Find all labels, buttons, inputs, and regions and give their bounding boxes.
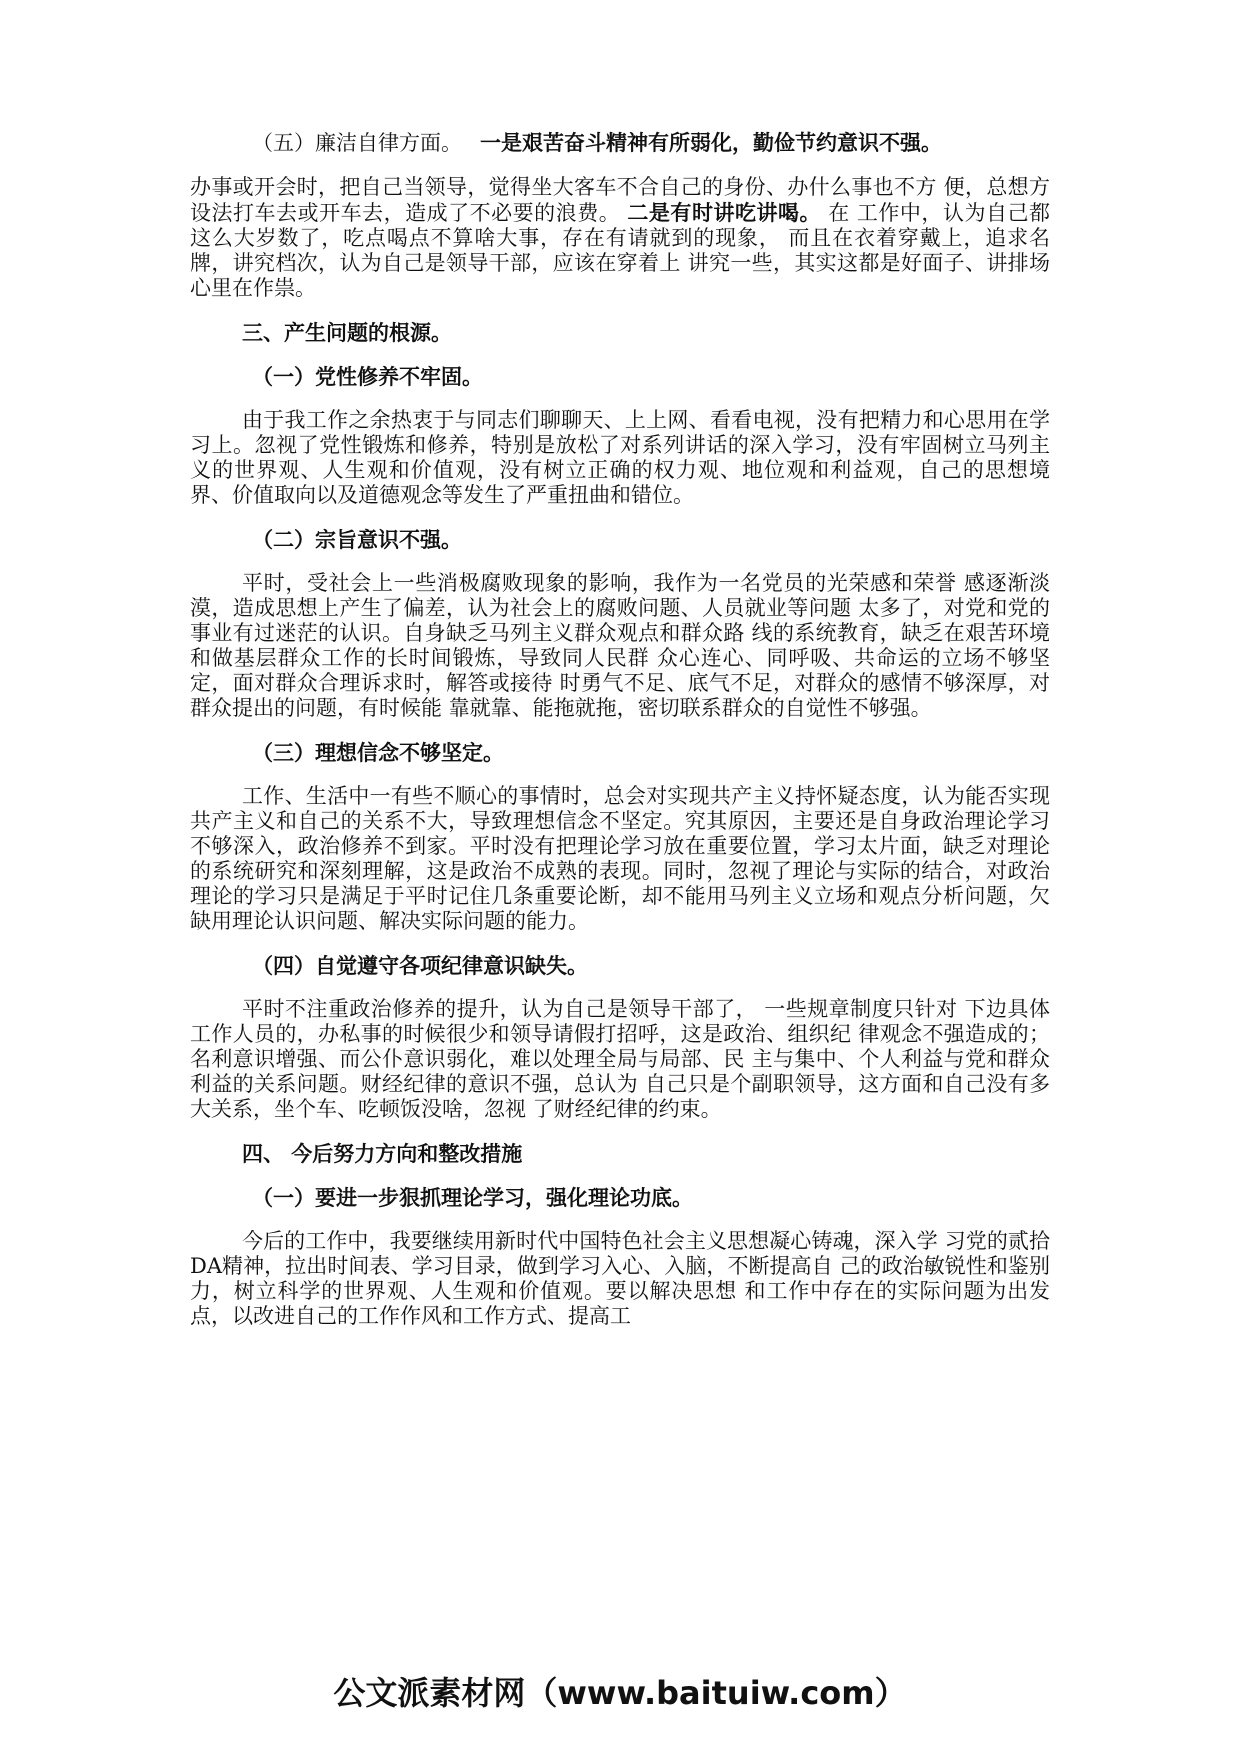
section5-point1: 一是艰苦奋斗精神有所弱化，勤俭节约意识不强。 (480, 130, 942, 155)
section3-item2-text: 平时，受社会上一些消极腐败现象的影响，我作为一名党员的光荣感和荣誉 感逐渐淡漠，造成思想上产生了偏差，认为社会上的腐败问题、人员就业等问题 太多了，对党和党的事业有过迷茫的认识。自身缺乏马列主义群众观点和群众路 线的系统教育，缺乏在艰苦环境和做基层群众工作的长时间锻炼，导致同人民群 众心连心、同呼吸、共命运的立场不够坚定，面对群众合理诉求时，解答或接待 时勇气不足、底气不足，对群众的感情不够深厚，对群众提出的问题，有时候能 靠就靠、能拖就拖，密切联系群众的自觉性不够强。 (190, 571, 1050, 720)
section5-point2-text: 在 工作中，认为自己都这么大岁数了，吃点喝点不算啥大事，存在有请就到的现象， 而且在衣着穿戴上，追求名牌，讲究档次，认为自己是领导干部，应该在穿着上 讲究一些，其实这都是好面子、讲排场心里在作祟。 (190, 201, 1050, 300)
section4-title: 四、 今后努力方向和整改措施 (242, 1141, 523, 1166)
section3-item1-heading: （一）党性修养不牢固。 (252, 364, 483, 389)
section5-point1-text: 办事或开会时，把自己当领导，觉得坐大客车不合自己的身份、办什么事也不方 便，总想方设法打车去或开车去，造成了不必要的浪费。 (190, 175, 1050, 225)
section5-title: （五）廉洁自律方面。 (252, 131, 462, 155)
section3-title: 三、产生问题的根源。 (242, 320, 452, 345)
section3-item2-heading: （二）宗旨意识不强。 (252, 527, 462, 552)
section5-heading-line (190, 130, 1050, 156)
section3-item3-text: 工作、生活中一有些不顺心的事情时，总会对实现共产主义持怀疑态度，认为能否实现共产主义和自己的关系不大，导致理想信念不坚定。究其原因，主要还是自身政治理论学习不够深入，政治修养不到家。平时没有把理论学习放在重要位置，学习太片面，缺乏对理论的系统研究和深刻理解，这是政治不成熟的表现。同时，忽视了理论与实际的结合，对政治理论的学习只是满足于平时记住几条重要论断，却不能用马列主义立场和观点分析问题，欠缺用理论认识问题、解决实际问题的能力。 (190, 784, 1050, 933)
section5-paragraph (190, 175, 1050, 301)
section3-item1-text: 由于我工作之余热衷于与同志们聊聊天、上上网、看看电视，没有把精力和心思用在学习上。忽视了党性锻炼和修养，特别是放松了对系列讲话的深入学习，没有牢固树立马列主义的世界观、人生观和价值观，没有树立正确的权力观、地位观和利益观，自己的思想境界、价值取向以及道德观念等发生了严重扭曲和错位。 (190, 408, 1050, 507)
section3-item3-heading: （三）理想信念不够坚定。 (252, 740, 504, 765)
section3-item4-text: 平时不注重政治修养的提升，认为自己是领导干部了， 一些规章制度只针对 下边具体工作人员的，办私事的时候很少和领导请假打招呼，这是政治、组织纪 律观念不强造成的；名利意识增强、而公仆意识弱化，难以处理全局与局部、民 主与集中、个人利益与党和群众利益的关系问题。财经纪律的意识不强，总认为 自己只是个副职领导，这方面和自己没有多大关系，坐个车、吃顿饭没啥，忽视 了财经纪律的约束。 (190, 997, 1050, 1121)
section4-item1-heading: （一）要进一步狠抓理论学习，强化理论功底。 (252, 1185, 693, 1210)
footer-watermark: 公文派素材网（www.baituiw.com） (333, 1674, 907, 1712)
document-page (190, 130, 1050, 1348)
section4-item1-text: 今后的工作中，我要继续用新时代中国特色社会主义思想凝心铸魂，深入学 习党的贰拾DA精神，拉出时间表、学习目录，做到学习入心、入脑，不断提高自 己的政治敏锐性和鉴别力，树立科学的世界观、人生观和价值观。要以解决思想 和工作中存在的实际问题为出发点，以改进自己的工作作风和工作方式、提高工 (190, 1229, 1050, 1328)
section3-item4-heading: （四）自觉遵守各项纪律意识缺失。 (252, 953, 588, 978)
section5-point2: 二是有时讲吃讲喝。 (627, 200, 822, 225)
